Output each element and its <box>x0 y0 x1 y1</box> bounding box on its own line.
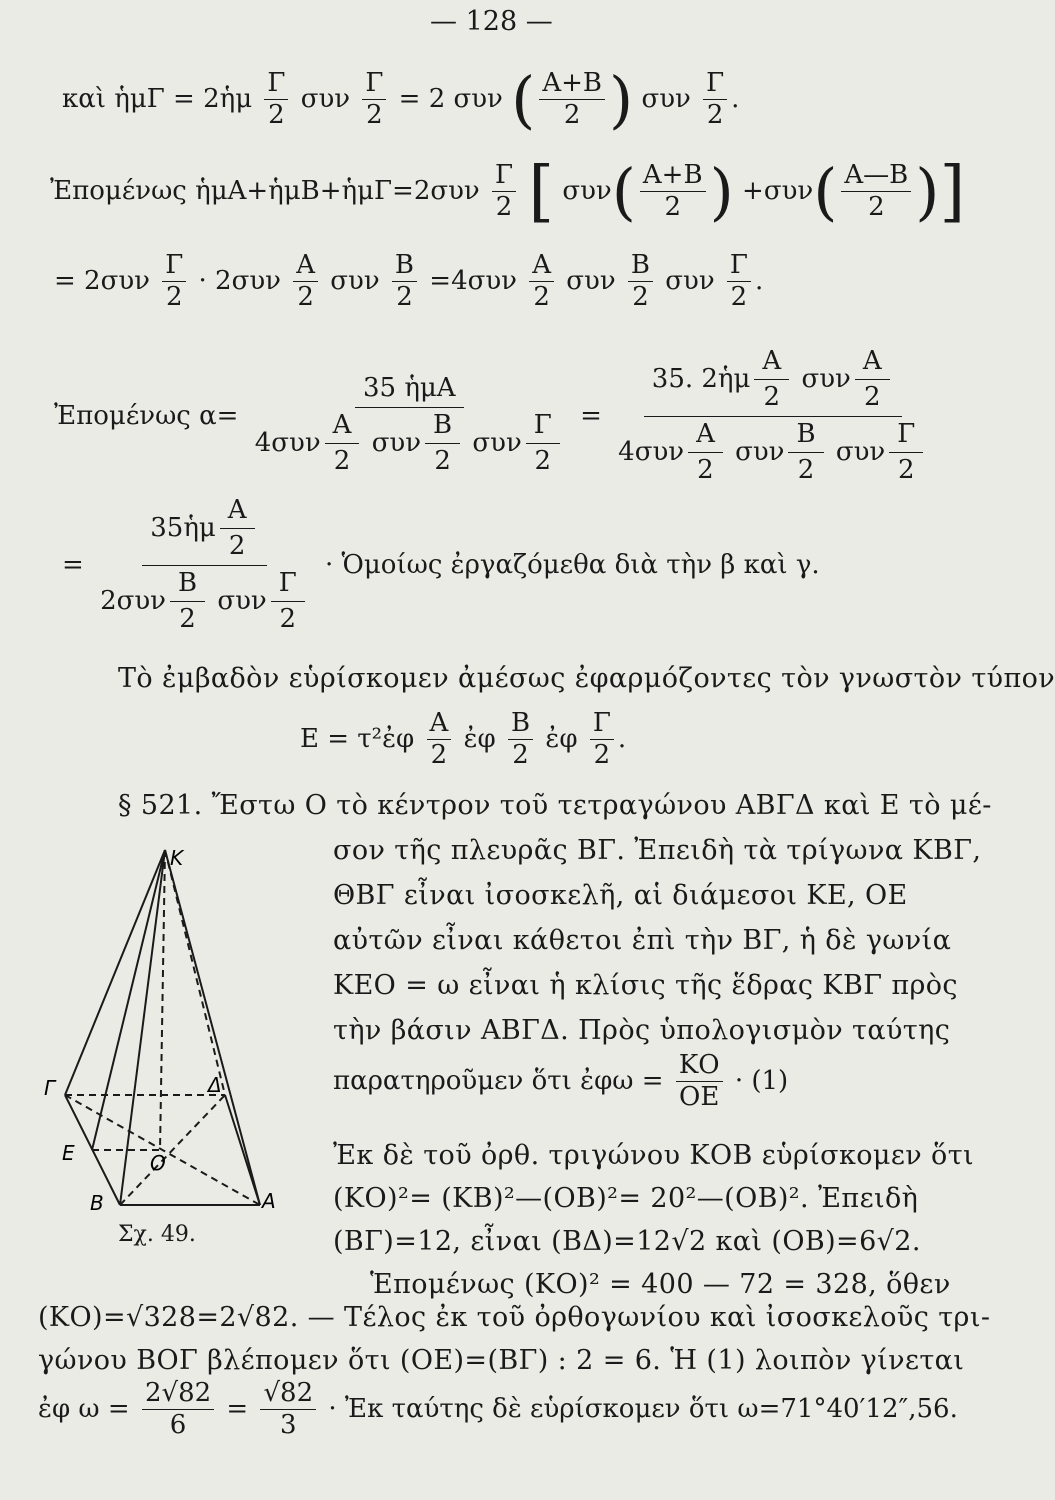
label-E: Ε <box>62 1141 75 1165</box>
equation-line-1: καὶ ἡμΓ = 2ἡμ $\frac{\Gamma}{2}$ συν $\frac{\Gamma}{2}$ = 2 συν ( $\frac{A+B}{2}$ ) συν $\frac{\Gamma}{2}$ . <box>62 63 740 137</box>
final-line-2: γώνου ΒΟΓ βλέπομεν ὅτι (ΟΕ)=(ΒΓ) : 2 = 6. Ἡ (1) λοιπὸν γίνεται <box>38 1345 965 1376</box>
final-line-1: (ΚΟ)=√328=2√82. — Τέλος ἐκ τοῦ ὀρθογωνίου καὶ ἰσοσκελοῦς τρι- <box>38 1302 991 1333</box>
section-521-line-0: § 521. Ἔστω Ο τὸ κέντρον τοῦ τετραγώνου ΑΒΓΔ καὶ Ε τὸ μέ- <box>118 790 992 821</box>
equation-line-5: = 35ἡμ $\frac{A}{2}$ 2συν $\frac{B}{2}$ συν $\frac{\Gamma}{2}$ · Ὁμοίως ἐργαζόμεθα διὰ τὴν β καὶ γ. <box>62 495 820 634</box>
page-number: — 128 — <box>430 6 553 37</box>
label-G: Γ <box>44 1076 56 1100</box>
equation-line-3: = 2συν $\frac{\Gamma}{2}$ · 2συν $\frac{A}{2}$ συν $\frac{B}{2}$ =4συν $\frac{A}{2}$ συν $\frac{B}{2}$ συν $\frac{\Gamma}{2}$ . <box>54 250 764 313</box>
section-521-line-1: σον τῆς πλευρᾶς ΒΓ. Ἐπειδὴ τὰ τρίγωνα ΚΒΓ, <box>333 835 982 866</box>
section-521-line-4: ΚΕΟ = ω εἶναι ἡ κλίσις τῆς ἕδρας ΚΒΓ πρὸς <box>333 970 958 1001</box>
pyramid-figure <box>40 830 295 1250</box>
label-D: Δ <box>208 1073 222 1097</box>
section-521-line-3: αὐτῶν εἶναι κάθετοι ἐπὶ τὴν ΒΓ, ἡ δὲ γωνία <box>333 925 952 956</box>
label-B: Β <box>90 1191 104 1215</box>
tan-equation: παρατηροῦμεν ὅτι ἐφω = $\frac{KO}{OE}$ · (1) <box>333 1050 789 1113</box>
figure-caption: Σχ. 49. <box>118 1222 196 1247</box>
ortho-line-0: Ἐκ δὲ τοῦ ὀρθ. τριγώνου ΚΟΒ εὑρίσκομεν ὅτι <box>333 1140 975 1171</box>
final-line-3: ἐφ ω = $\frac{2√82}{6}$ = $\frac{√82}{3}$ · Ἐκ ταύτης δὲ εὑρίσκομεν ὅτι ω=71°40′12″,56. <box>38 1378 958 1441</box>
ortho-line-2: (ΒΓ)=12, εἶναι (ΒΔ)=12√2 καὶ (ΟΒ)=6√2. <box>333 1226 921 1257</box>
equation-line-2: Ἐπομένως ἡμΑ+ἡμΒ+ἡμΓ=2συν $\frac{\Gamma}{2}$ [ συν( $\frac{A+B}{2}$ ) +συν( $\frac{A—B}{2}$ )] <box>50 152 966 230</box>
label-O: Ο <box>150 1151 166 1175</box>
ortho-line-3: Ἑπομένως (ΚΟ)² = 400 — 72 = 328, ὅθεν <box>370 1269 951 1300</box>
area-paragraph: Τὸ ἐμβαδὸν εὑρίσκομεν ἀμέσως ἐφαρμόζοντες τὸν γνωστὸν τύπον <box>118 663 1055 694</box>
label-A: Α <box>262 1189 276 1213</box>
section-521-line-5: τὴν βάσιν ΑΒΓΔ. Πρὸς ὑπολογισμὸν ταύτης <box>333 1015 951 1046</box>
section-521-line-2: ΘΒΓ εἶναι ἰσοσκελῆ, αἱ διάμεσοι ΚΕ, ΟΕ <box>333 880 908 911</box>
label-K: Κ <box>170 846 184 870</box>
ortho-line-1: (ΚΟ)²= (ΚΒ)²—(ΟΒ)²= 20²—(ΟΒ)². Ἐπειδὴ <box>333 1183 919 1214</box>
alpha-fraction-2: 35. 2ἡμ $\frac{A}{2}$ συν $\frac{A}{2}$ 4συν $\frac{A}{2}$ συν $\frac{B}{2}$ συν $\frac{\Gamma}{2}$ <box>610 348 935 484</box>
alpha-fraction-1: 35 ἡμΑ 4συν $\frac{A}{2}$ συν $\frac{B}{2}$ συν $\frac{\Gamma}{2}$ <box>247 357 572 476</box>
equation-line-alpha: Ἐπομένως α= 35 ἡμΑ 4συν $\frac{A}{2}$ συν $\frac{B}{2}$ συν $\frac{\Gamma}{2}$ = 35. 2ἡμ $\frac{A}{2}$ συν $\frac{A}{2}$ 4συν $\frac{A}{2}$ συν $\frac{B}{2}$ συν $\frac{\Gamma}{2}$ <box>54 348 935 484</box>
area-formula: Ε = τ²ἐφ $\frac{A}{2}$ ἐφ $\frac{B}{2}$ ἐφ $\frac{\Gamma}{2}$ . <box>300 708 627 771</box>
